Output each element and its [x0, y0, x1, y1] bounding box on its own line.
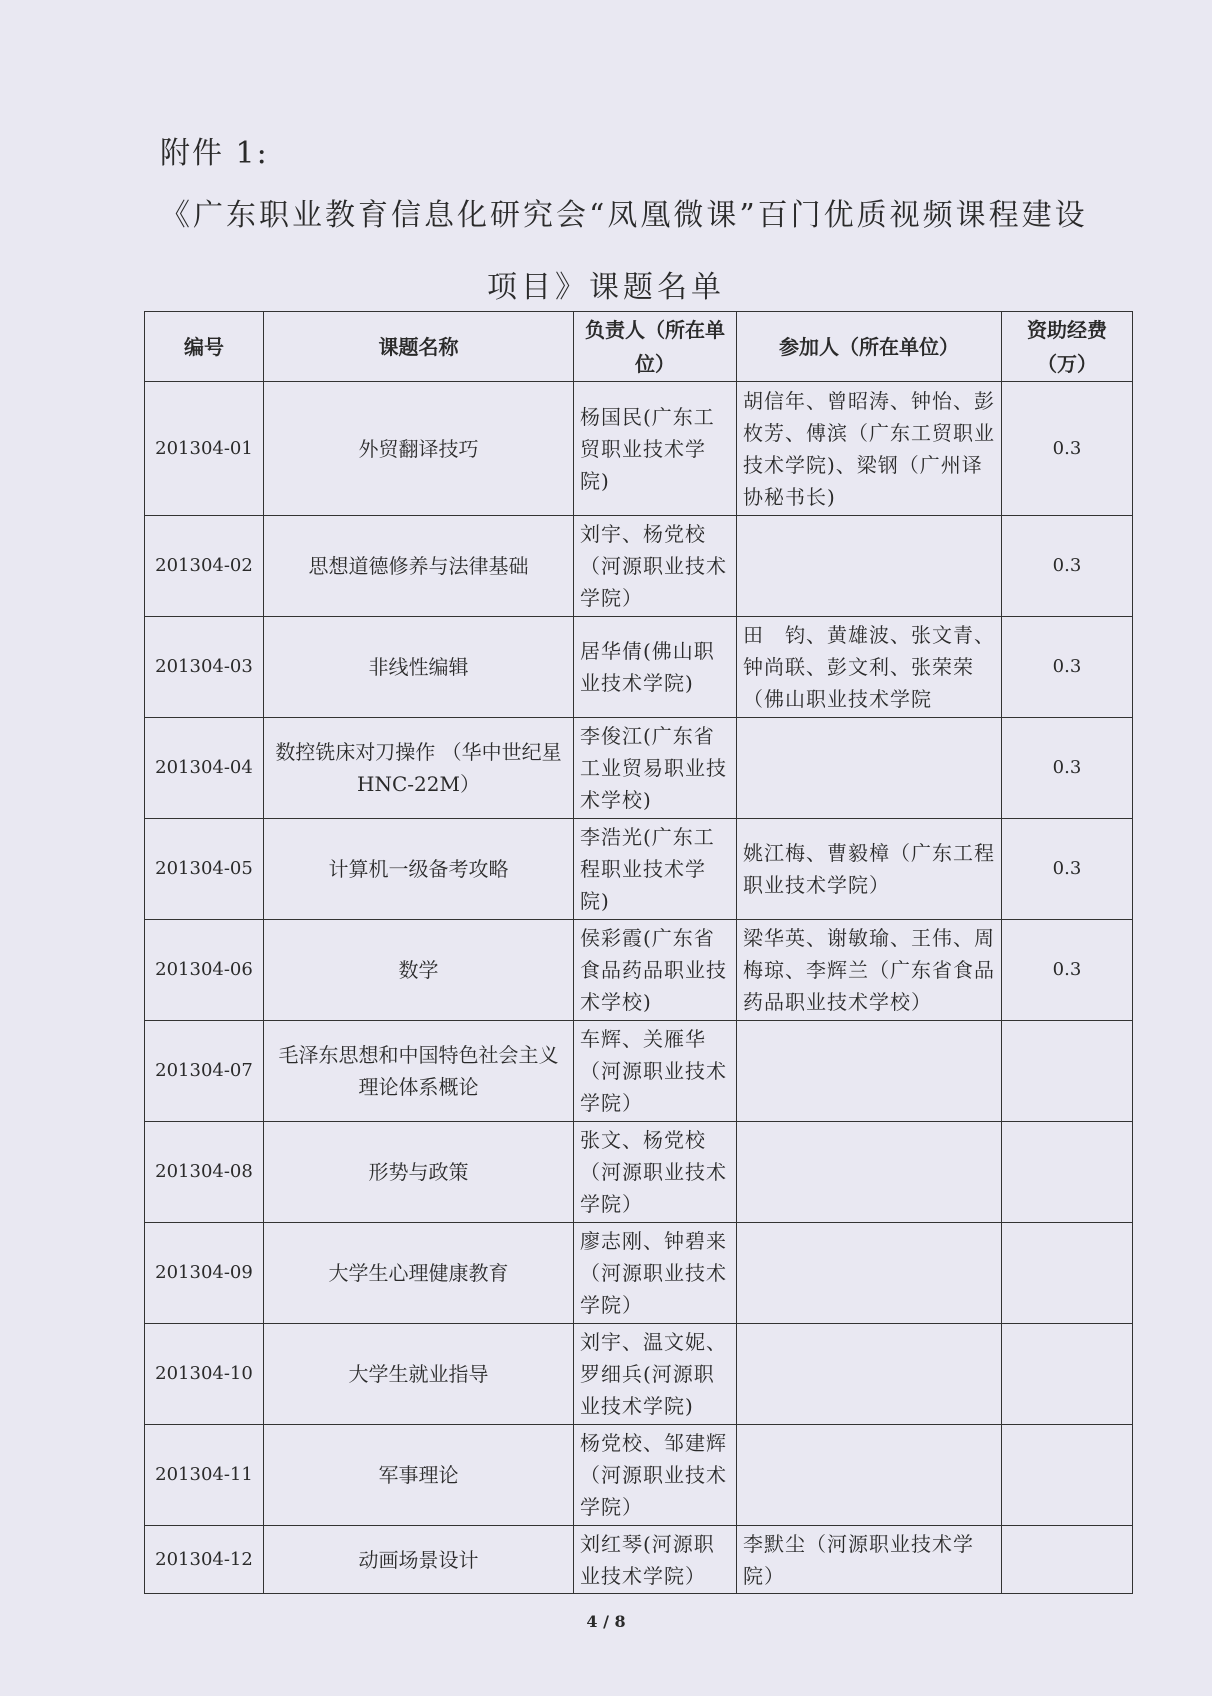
- cell-leader: 车辉、关雁华（河源职业技术学院）: [574, 1021, 737, 1122]
- cell-participants: 姚江梅、曹毅樟（广东工程职业技术学院）: [737, 819, 1002, 920]
- cell-id: 201304-12: [145, 1526, 264, 1594]
- cell-leader: 刘红琴(河源职业技术学院）: [574, 1526, 737, 1594]
- cell-leader: 杨党校、邹建辉（河源职业技术学院）: [574, 1425, 737, 1526]
- table-row: [145, 1425, 1133, 1526]
- cell-participants: [737, 1425, 1002, 1526]
- cell-funding: 0.3: [1002, 920, 1133, 1021]
- cell-id: 201304-01: [145, 382, 264, 516]
- table-row: [145, 819, 1133, 920]
- cell-participants: [737, 1324, 1002, 1425]
- cell-funding: [1002, 1425, 1133, 1526]
- cell-funding: 0.3: [1002, 382, 1133, 516]
- header-leader: 负责人（所在单位）: [574, 312, 737, 382]
- table-row: [145, 1223, 1133, 1324]
- table-row: [145, 1526, 1133, 1594]
- table-row: [145, 617, 1133, 718]
- header-id: 编号: [145, 312, 264, 382]
- cell-project-name: 大学生心理健康教育: [264, 1223, 574, 1324]
- table-row: [145, 382, 1133, 516]
- cell-project-name: 形势与政策: [264, 1122, 574, 1223]
- table-row: [145, 718, 1133, 819]
- cell-leader: 廖志刚、钟碧来（河源职业技术学院）: [574, 1223, 737, 1324]
- cell-funding: [1002, 1122, 1133, 1223]
- cell-id: 201304-10: [145, 1324, 264, 1425]
- page-number: 4 / 8: [586, 1612, 626, 1631]
- cell-participants: [737, 516, 1002, 617]
- table-row: [145, 1324, 1133, 1425]
- cell-funding: 0.3: [1002, 516, 1133, 617]
- cell-id: 201304-03: [145, 617, 264, 718]
- cell-id: 201304-04: [145, 718, 264, 819]
- header-project-name: 课题名称: [264, 312, 574, 382]
- table-row: [145, 516, 1133, 617]
- cell-id: 201304-02: [145, 516, 264, 617]
- cell-participants: [737, 1223, 1002, 1324]
- project-list-table: [144, 311, 1133, 1594]
- cell-id: 201304-07: [145, 1021, 264, 1122]
- cell-leader: 居华倩(佛山职业技术学院): [574, 617, 737, 718]
- cell-funding: [1002, 1526, 1133, 1594]
- table-row: [145, 1021, 1133, 1122]
- cell-participants: [737, 718, 1002, 819]
- attachment-label: 附件 1:: [160, 136, 269, 171]
- cell-leader: 侯彩霞(广东省食品药品职业技术学校): [574, 920, 737, 1021]
- cell-leader: 刘宇、杨党校（河源职业技术学院）: [574, 516, 737, 617]
- cell-id: 201304-08: [145, 1122, 264, 1223]
- cell-participants: 田 钧、黄雄波、张文青、钟尚联、彭文利、张荣荣（佛山职业技术学院: [737, 617, 1002, 718]
- cell-leader: 张文、杨党校（河源职业技术学院）: [574, 1122, 737, 1223]
- header-funding: 资助经费（万）: [1002, 312, 1133, 382]
- cell-id: 201304-06: [145, 920, 264, 1021]
- cell-project-name: 非线性编辑: [264, 617, 574, 718]
- cell-project-name: 动画场景设计: [264, 1526, 574, 1594]
- cell-id: 201304-09: [145, 1223, 264, 1324]
- cell-project-name: 数学: [264, 920, 574, 1021]
- table-header-row: [145, 312, 1133, 382]
- cell-id: 201304-11: [145, 1425, 264, 1526]
- cell-participants: [737, 1021, 1002, 1122]
- cell-funding: 0.3: [1002, 617, 1133, 718]
- cell-id: 201304-05: [145, 819, 264, 920]
- table-row: [145, 1122, 1133, 1223]
- cell-participants: 梁华英、谢敏瑜、王伟、周梅琼、李辉兰（广东省食品药品职业技术学校）: [737, 920, 1002, 1021]
- cell-leader: 杨国民(广东工贸职业技术学院): [574, 382, 737, 516]
- cell-leader: 李俊江(广东省工业贸易职业技术学校): [574, 718, 737, 819]
- cell-project-name: 数控铣床对刀操作 （华中世纪星HNC-22M）: [264, 718, 574, 819]
- cell-participants: 李默尘（河源职业技术学院）: [737, 1526, 1002, 1594]
- cell-project-name: 大学生就业指导: [264, 1324, 574, 1425]
- header-participants: 参加人（所在单位）: [737, 312, 1002, 382]
- cell-funding: [1002, 1021, 1133, 1122]
- cell-leader: 刘宇、温文妮、罗细兵(河源职业技术学院): [574, 1324, 737, 1425]
- cell-funding: 0.3: [1002, 819, 1133, 920]
- cell-project-name: 毛泽东思想和中国特色社会主义理论体系概论: [264, 1021, 574, 1122]
- cell-project-name: 思想道德修养与法律基础: [264, 516, 574, 617]
- cell-leader: 李浩光(广东工程职业技术学院): [574, 819, 737, 920]
- cell-participants: [737, 1122, 1002, 1223]
- cell-funding: [1002, 1324, 1133, 1425]
- cell-project-name: 外贸翻译技巧: [264, 382, 574, 516]
- cell-project-name: 军事理论: [264, 1425, 574, 1526]
- cell-funding: [1002, 1223, 1133, 1324]
- cell-funding: 0.3: [1002, 718, 1133, 819]
- document-title-line2: 项目》课题名单: [487, 270, 725, 305]
- cell-project-name: 计算机一级备考攻略: [264, 819, 574, 920]
- document-title-line1: 《广东职业教育信息化研究会“凤凰微课”百门优质视频课程建设: [160, 198, 1088, 233]
- table-row: [145, 920, 1133, 1021]
- cell-participants: 胡信年、曾昭涛、钟怡、彭枚芳、傅滨（广东工贸职业技术学院)、梁钢（广州译协秘书长): [737, 382, 1002, 516]
